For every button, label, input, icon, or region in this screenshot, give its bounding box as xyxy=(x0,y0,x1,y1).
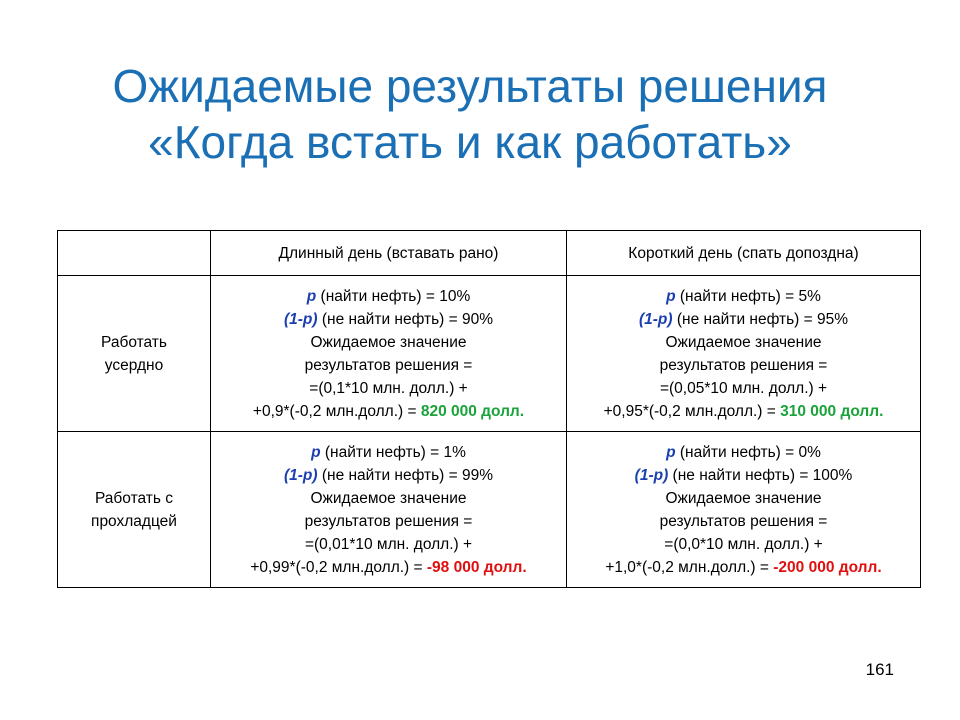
expected-value-result: -98 000 долл. xyxy=(426,558,527,576)
slide-title-line-1: Ожидаемые результаты решения xyxy=(112,60,828,112)
probability-symbol: p xyxy=(666,443,676,461)
row-label-work-hard: Работать усердно xyxy=(58,276,211,432)
payoff-table xyxy=(57,230,921,588)
probability-symbol: p xyxy=(311,443,321,461)
cell-work-lazily-short-day: p (найти нефть) = 0% (1-p) (не найти нефть) = 100% Ожидаемое значение результатов решения = =(0,0*10 млн. долл.) + +1,0*(-0,2 млн.долл.) = -200 000 долл. xyxy=(567,432,921,588)
complement-probability-symbol: (1-p) xyxy=(283,466,318,484)
slide-title-line-2: «Когда встать и как работать» xyxy=(148,116,792,168)
expected-value-result: 820 000 долл. xyxy=(420,402,525,420)
cell-work-hard-long-day: p (найти нефть) = 10% (1-p) (не найти нефть) = 90% Ожидаемое значение результатов решения = =(0,1*10 млн. долл.) + +0,9*(-0,2 млн.долл.) = 820 000 долл. xyxy=(211,276,567,432)
page-number: 161 xyxy=(865,660,894,679)
header-long-day: Длинный день (вставать рано) xyxy=(211,231,567,276)
table-row-work-hard xyxy=(58,276,921,432)
expected-value-result: -200 000 долл. xyxy=(773,558,882,576)
complement-probability-symbol: (1-p) xyxy=(283,310,318,328)
expected-value-result: 310 000 долл. xyxy=(780,402,884,420)
table-row-work-lazily xyxy=(58,432,921,588)
header-corner-cell xyxy=(58,231,211,276)
cell-work-lazily-long-day: p (найти нефть) = 1% (1-p) (не найти нефть) = 99% Ожидаемое значение результатов решения = =(0,01*10 млн. долл.) + +0,99*(-0,2 млн.долл.) = -98 000 долл. xyxy=(211,432,567,588)
complement-probability-symbol: (1-p) xyxy=(638,310,673,328)
slide-title xyxy=(0,58,940,170)
header-short-day: Короткий день (спать допоздна) xyxy=(567,231,921,276)
table-header-row xyxy=(58,231,921,276)
cell-work-hard-short-day: p (найти нефть) = 5% (1-p) (не найти нефть) = 95% Ожидаемое значение результатов решения = =(0,05*10 млн. долл.) + +0,95*(-0,2 млн.долл.) = 310 000 долл. xyxy=(567,276,921,432)
row-label-work-lazily: Работать с прохладцей xyxy=(58,432,211,588)
complement-probability-symbol: (1-p) xyxy=(634,466,669,484)
probability-symbol: p xyxy=(666,287,676,305)
probability-symbol: p xyxy=(306,287,317,305)
